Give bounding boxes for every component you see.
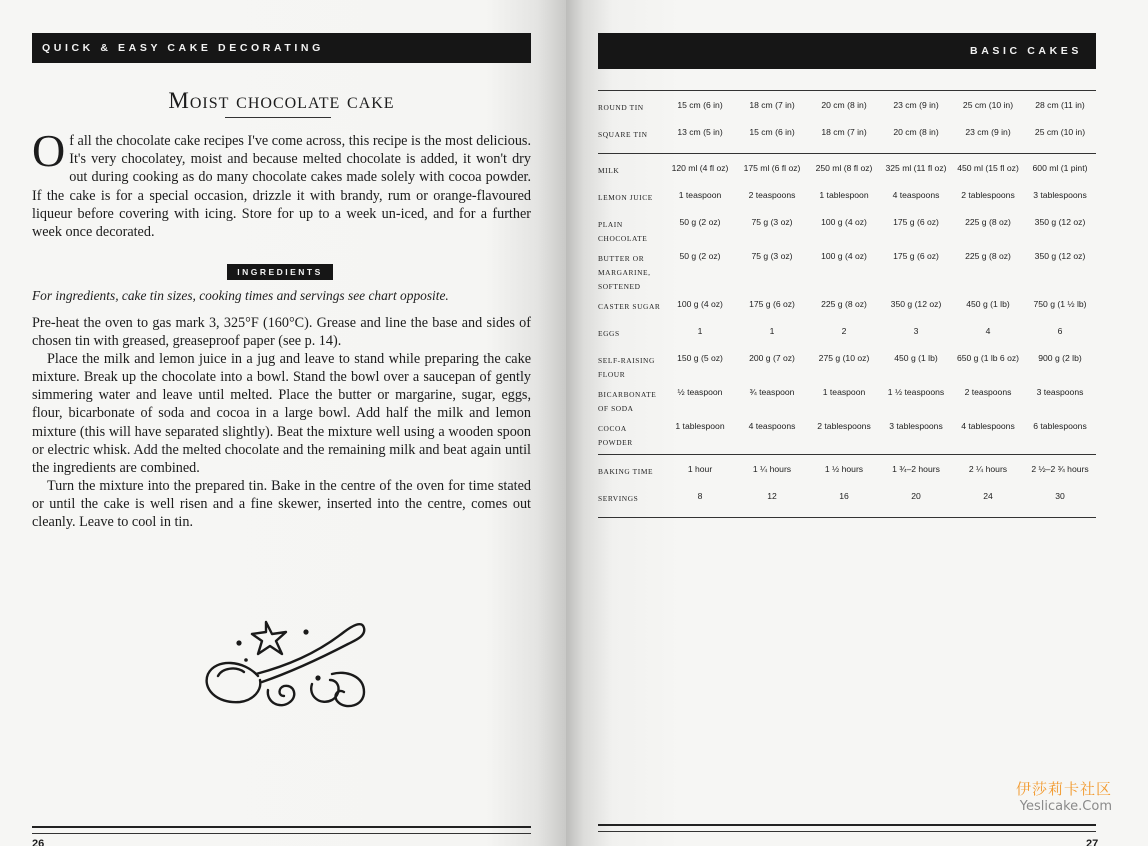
watermark-chinese: 伊莎莉卡社区	[1015, 780, 1112, 798]
chart-cell: 2 ½–2 ¾ hours	[1031, 464, 1089, 474]
chart-row-label-line: COCOA	[598, 424, 627, 433]
chart-cell: 16	[839, 491, 849, 501]
chart-cell: 2 tablespoons	[817, 421, 871, 431]
chart-cell: 1 ¾–2 hours	[892, 464, 940, 474]
chart-cell: 75 g (3 oz)	[751, 217, 793, 227]
chart-group	[598, 454, 1096, 518]
chart-cell: 1 ¼ hours	[752, 464, 792, 474]
chart-row-label-line: SERVINGS	[598, 494, 639, 503]
chart-cell: 30	[1055, 491, 1065, 501]
chart-group	[598, 90, 1096, 153]
recipe-intro	[32, 125, 531, 241]
ingredients-note: For ingredients, cake tin sizes, cooking times and servings see chart opposite.	[32, 288, 449, 303]
chart-row	[598, 122, 1096, 149]
chart-cell: 2 ¼ hours	[968, 464, 1008, 474]
chart-cell: 13 cm (5 in)	[677, 127, 723, 137]
chart-cell: 4 tablespoons	[961, 421, 1015, 431]
chart-row-label	[598, 185, 664, 205]
chart-cell: 1 teaspoon	[822, 387, 866, 397]
chart-cell: 600 ml (1 pint)	[1032, 163, 1088, 173]
chart-row	[598, 382, 1096, 416]
chart-row-label-line: BAKING TIME	[598, 467, 654, 476]
chart-cell: 2 tablespoons	[961, 190, 1015, 200]
chart-cell: 2 teaspoons	[748, 190, 796, 200]
ingredients-chart	[598, 90, 1096, 518]
chart-row-label-line: PLAIN	[598, 220, 623, 229]
chart-cell: 3 tablespoons	[1033, 190, 1087, 200]
chart-cell: 225 g (8 oz)	[965, 217, 1011, 227]
chart-cell: 23 cm (9 in)	[965, 127, 1011, 137]
left-page	[0, 0, 566, 846]
chart-row	[598, 246, 1096, 294]
chart-cell: 4 teaspoons	[892, 190, 940, 200]
chart-row-label-line: BICARBONATE	[598, 390, 657, 399]
chart-cell: 20	[911, 491, 921, 501]
chart-cell: 120 ml (4 fl oz)	[671, 163, 729, 173]
chart-cell: 18 cm (7 in)	[821, 127, 867, 137]
right-page-number: 27	[1086, 838, 1099, 846]
chart-cell: 50 g (2 oz)	[679, 251, 721, 261]
chart-group	[598, 153, 1096, 454]
chart-cell: 75 g (3 oz)	[751, 251, 793, 261]
chart-row-label-line: FLOUR	[598, 370, 626, 379]
chart-row	[598, 321, 1096, 348]
method-text	[32, 314, 531, 531]
method-paragraph: Turn the mixture into the prepared tin. Bake in the centre of the oven for time stated or until the cake is well risen and a fine skewer, inserted into the centre, comes out cleanly. Leave to cool in tin.	[32, 477, 531, 531]
chart-row-label	[598, 382, 664, 416]
chart-cell: 450 g (1 lb)	[894, 353, 938, 363]
chart-cell: 650 g (1 lb 6 oz)	[956, 353, 1020, 363]
chart-row-label-line: BUTTER OR	[598, 254, 645, 263]
chart-cell: 450 ml (15 fl oz)	[957, 163, 1019, 173]
chart-cell: 225 g (8 oz)	[821, 299, 867, 309]
chart-row-label	[598, 348, 664, 382]
chart-cell: 225 g (8 oz)	[965, 251, 1011, 261]
chart-cell: 450 g (1 lb)	[966, 299, 1010, 309]
chart-row-label	[598, 122, 664, 142]
chart-cell: 350 g (12 oz)	[1034, 251, 1086, 261]
chart-cell: 15 cm (6 in)	[677, 100, 723, 110]
chart-row-label-line: CHOCOLATE	[598, 234, 648, 243]
title-underline	[225, 117, 331, 118]
chart-row-label-line: POWDER	[598, 438, 633, 447]
drop-cap: O	[32, 125, 66, 176]
chart-cell: 1 ½ hours	[824, 464, 864, 474]
chart-cell: 3 teaspoons	[1036, 387, 1084, 397]
recipe-title: Moist chocolate cake	[168, 88, 395, 113]
chart-cell: 325 ml (11 fl oz)	[885, 163, 947, 173]
chart-row-label	[598, 212, 664, 246]
chart-cell: 28 cm (11 in)	[1035, 100, 1085, 110]
chart-cell: 20 cm (8 in)	[893, 127, 939, 137]
chart-row-label-line: MILK	[598, 166, 620, 175]
chart-row-label-line: LEMON JUICE	[598, 193, 653, 202]
chart-row	[598, 95, 1096, 122]
chart-cell: 175 ml (6 fl oz)	[743, 163, 801, 173]
chart-cell: 1 hour	[687, 464, 713, 474]
chart-cell: 275 g (10 oz)	[818, 353, 870, 363]
chart-row-label-line: MARGARINE,	[598, 268, 651, 277]
chart-cell: 2 teaspoons	[964, 387, 1012, 397]
chart-cell: 6 tablespoons	[1033, 421, 1087, 431]
chart-cell: 100 g (4 oz)	[821, 217, 867, 227]
left-footer-rule	[32, 826, 531, 834]
chart-row	[598, 459, 1096, 486]
chart-row-label	[598, 158, 664, 178]
chart-row-label	[598, 459, 664, 479]
chart-row	[598, 416, 1096, 450]
left-running-header: QUICK & EASY CAKE DECORATING	[32, 33, 531, 63]
method-paragraph: Pre-heat the oven to gas mark 3, 325°F (160°C). Grease and line the base and sides of chosen tin with greased, greaseproof paper (see p. 14).	[32, 315, 531, 350]
chart-cell: 2	[841, 326, 847, 336]
chart-cell: 1 teaspoon	[678, 190, 722, 200]
chart-row-label	[598, 486, 664, 506]
chart-cell: 24	[983, 491, 993, 501]
chart-cell: 100 g (4 oz)	[677, 299, 723, 309]
chart-row-label-line: OF SODA	[598, 404, 634, 413]
chart-row-label-line: CASTER SUGAR	[598, 302, 661, 311]
chart-cell: 350 g (12 oz)	[1034, 217, 1086, 227]
chart-cell: 175 g (6 oz)	[893, 217, 939, 227]
chart-row	[598, 158, 1096, 185]
chart-cell: 8	[697, 491, 703, 501]
chart-cell: 150 g (5 oz)	[677, 353, 723, 363]
chart-cell: 1 tablespoon	[675, 421, 725, 431]
chart-cell: 100 g (4 oz)	[821, 251, 867, 261]
watermark	[1016, 778, 1112, 814]
chart-row-label-line: ROUND TIN	[598, 103, 644, 112]
chart-cell: 12	[767, 491, 777, 501]
chart-row-label	[598, 416, 664, 450]
method-paragraph: Place the milk and lemon juice in a jug and leave to stand while preparing the cake mixture. Break up the chocolate into a bowl. Stand the bowl over a saucepan of gently simmering water and leave until melted. Place the butter or margarine, sugar, eggs, flour, bicarbonate of soda and cocoa in a large bowl. Add half the milk and lemon mixture (this will have separated slightly). Beat the mixture well using a wooden spoon or electric whisk. Add the melted chocolate and the remaining milk and beat again until the ingredients are combined.	[32, 351, 531, 476]
chart-row	[598, 212, 1096, 246]
watermark-english: Yeslicake.Com	[1019, 799, 1112, 814]
chart-cell: 20 cm (8 in)	[821, 100, 867, 110]
chart-cell: 250 ml (8 fl oz)	[815, 163, 873, 173]
chart-cell: 175 g (6 oz)	[893, 251, 939, 261]
chart-cell: 25 cm (10 in)	[1034, 127, 1086, 137]
chart-row-label-line: SQUARE TIN	[598, 130, 648, 139]
right-footer-rule	[598, 824, 1096, 832]
chart-row-label	[598, 95, 664, 115]
spoon-star-illustration-icon	[196, 610, 371, 715]
chart-cell: 175 g (6 oz)	[749, 299, 795, 309]
chart-cell: 3	[913, 326, 919, 336]
chart-cell: 900 g (2 lb)	[1038, 353, 1082, 363]
chart-row	[598, 348, 1096, 382]
chart-cell: 50 g (2 oz)	[679, 217, 721, 227]
chart-cell: 4 teaspoons	[748, 421, 796, 431]
chart-row-label-line: SELF-RAISING	[598, 356, 655, 365]
chart-row-label-line: EGGS	[598, 329, 620, 338]
chart-row	[598, 486, 1096, 513]
chart-row	[598, 294, 1096, 321]
right-page	[566, 0, 1148, 846]
chart-cell: 1	[697, 326, 703, 336]
chart-cell: 1 tablespoon	[819, 190, 869, 200]
chart-cell: 15 cm (6 in)	[749, 127, 795, 137]
chart-row-label	[598, 246, 664, 294]
intro-text: f all the chocolate cake recipes I've come across, this recipe is the most delicious. It's very chocolatey, moist and because melted chocolate is added, it won't dry out during cooking as do many chocolate cakes made solely with cocoa powder. If the cake is for a special occasion, drizzle it with brandy, rum or orange-flavoured liqueur before covering with icing. Store for up to a week un-iced, and for a further week once decorated.	[32, 133, 531, 241]
chart-row-label	[598, 294, 664, 314]
chart-cell: 23 cm (9 in)	[893, 100, 939, 110]
chart-cell: 6	[1057, 326, 1063, 336]
chart-row	[598, 185, 1096, 212]
chart-cell: ¾ teaspoon	[749, 387, 795, 397]
chart-cell: 1 ½ teaspoons	[887, 387, 945, 397]
chart-cell: 350 g (12 oz)	[890, 299, 942, 309]
chart-cell: 3 tablespoons	[889, 421, 943, 431]
chart-cell: 4	[985, 326, 991, 336]
ingredients-label: INGREDIENTS	[227, 264, 333, 280]
chart-cell: 200 g (7 oz)	[749, 353, 795, 363]
chart-cell: ½ teaspoon	[677, 387, 723, 397]
chart-cell: 18 cm (7 in)	[749, 100, 795, 110]
right-running-header: BASIC CAKES	[598, 33, 1096, 69]
left-page-number: 26	[32, 838, 45, 846]
chart-cell: 1	[769, 326, 775, 336]
chart-row-label	[598, 321, 664, 341]
chart-cell: 25 cm (10 in)	[962, 100, 1014, 110]
chart-cell: 750 g (1 ½ lb)	[1033, 299, 1087, 309]
chart-row-label-line: SOFTENED	[598, 282, 641, 291]
